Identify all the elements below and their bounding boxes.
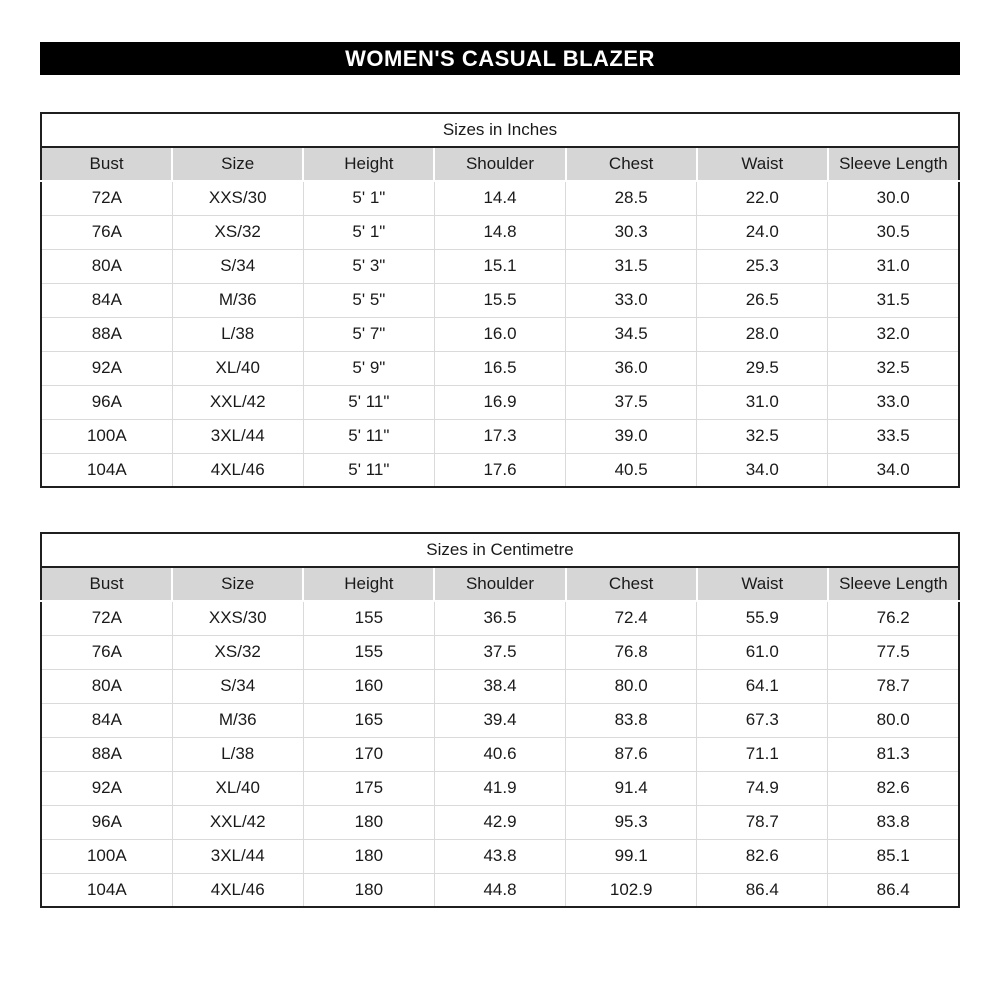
table-row — [41, 317, 959, 351]
table-cell: 82.6 — [828, 771, 959, 805]
table-cell: 78.7 — [828, 669, 959, 703]
table-row — [41, 805, 959, 839]
table-cell: M/36 — [172, 283, 303, 317]
table-cell: 80.0 — [566, 669, 697, 703]
column-header: Height — [303, 567, 434, 601]
table-row — [41, 385, 959, 419]
table-cell: 104A — [41, 873, 172, 907]
table-cell: 175 — [303, 771, 434, 805]
table-cell: 84A — [41, 283, 172, 317]
table-cell: 96A — [41, 385, 172, 419]
table-cell: 3XL/44 — [172, 419, 303, 453]
table-cell: 42.9 — [434, 805, 565, 839]
table-cell: 76.2 — [828, 601, 959, 635]
table-cell: 80A — [41, 249, 172, 283]
table-cell: 82.6 — [697, 839, 828, 873]
table-cell: 99.1 — [566, 839, 697, 873]
table-cell: 3XL/44 — [172, 839, 303, 873]
table-cell: 96A — [41, 805, 172, 839]
table-cell: 5' 1" — [303, 181, 434, 215]
table-cell: 76A — [41, 215, 172, 249]
table-cell: 86.4 — [828, 873, 959, 907]
table-cell: 5' 11" — [303, 385, 434, 419]
column-header: Height — [303, 147, 434, 181]
table-cell: 43.8 — [434, 839, 565, 873]
table-cell: XL/40 — [172, 771, 303, 805]
table-row — [41, 669, 959, 703]
table-cell: 76A — [41, 635, 172, 669]
table-cell: 24.0 — [697, 215, 828, 249]
table-cell: 92A — [41, 351, 172, 385]
table-cell: XL/40 — [172, 351, 303, 385]
table-cell: 83.8 — [566, 703, 697, 737]
table-cell: S/34 — [172, 249, 303, 283]
table-row — [41, 249, 959, 283]
table-cell: S/34 — [172, 669, 303, 703]
table-row — [41, 737, 959, 771]
column-header: Chest — [566, 567, 697, 601]
table-cell: 34.0 — [697, 453, 828, 487]
column-header: Chest — [566, 147, 697, 181]
table-cell: 91.4 — [566, 771, 697, 805]
table-cell: 76.8 — [566, 635, 697, 669]
table-cell: 30.3 — [566, 215, 697, 249]
table-cell: XXS/30 — [172, 181, 303, 215]
table-cell: M/36 — [172, 703, 303, 737]
table-cell: 16.5 — [434, 351, 565, 385]
table-cell: 81.3 — [828, 737, 959, 771]
banner-title: WOMEN'S CASUAL BLAZER — [345, 45, 655, 71]
table-cell: 5' 11" — [303, 419, 434, 453]
table-cell: 95.3 — [566, 805, 697, 839]
table-cell: 41.9 — [434, 771, 565, 805]
table-cell: 5' 5" — [303, 283, 434, 317]
sizes-in-centimetre-table — [40, 532, 960, 908]
table-cell: 72A — [41, 601, 172, 635]
table-cell: 67.3 — [697, 703, 828, 737]
table-cell: 5' 7" — [303, 317, 434, 351]
table-cell: 5' 1" — [303, 215, 434, 249]
table-cell: 72.4 — [566, 601, 697, 635]
table-cell: 26.5 — [697, 283, 828, 317]
column-header: Shoulder — [434, 147, 565, 181]
table-cell: 88A — [41, 737, 172, 771]
table-row — [41, 351, 959, 385]
header-row — [41, 147, 959, 181]
product-title-banner — [40, 42, 960, 75]
column-header: Shoulder — [434, 567, 565, 601]
table-cell: XXS/30 — [172, 601, 303, 635]
table-row — [41, 215, 959, 249]
table-cell: 29.5 — [697, 351, 828, 385]
table-cell: 64.1 — [697, 669, 828, 703]
table-cell: 87.6 — [566, 737, 697, 771]
table-cell: 165 — [303, 703, 434, 737]
table-row — [41, 703, 959, 737]
table-cell: 102.9 — [566, 873, 697, 907]
table-cell: 14.4 — [434, 181, 565, 215]
table-cell: 72A — [41, 181, 172, 215]
table-cell: 31.5 — [828, 283, 959, 317]
table-cell: 100A — [41, 839, 172, 873]
table-cell: 15.5 — [434, 283, 565, 317]
table-cell: 78.7 — [697, 805, 828, 839]
table-cell: XS/32 — [172, 635, 303, 669]
table-row — [41, 635, 959, 669]
column-header: Bust — [41, 567, 172, 601]
table-cell: 61.0 — [697, 635, 828, 669]
table-cell: 34.0 — [828, 453, 959, 487]
table-cell: 39.0 — [566, 419, 697, 453]
table-cell: 71.1 — [697, 737, 828, 771]
table-cell: 32.5 — [697, 419, 828, 453]
table-cell: 44.8 — [434, 873, 565, 907]
table-cell: L/38 — [172, 317, 303, 351]
table-cell: 180 — [303, 805, 434, 839]
table-cell: 77.5 — [828, 635, 959, 669]
table-row — [41, 283, 959, 317]
table-cell: 33.0 — [566, 283, 697, 317]
table-cell: 84A — [41, 703, 172, 737]
table-cell: 40.6 — [434, 737, 565, 771]
table-cell: 38.4 — [434, 669, 565, 703]
table-cell: 55.9 — [697, 601, 828, 635]
table-cell: 5' 3" — [303, 249, 434, 283]
table-title: Sizes in Inches — [41, 113, 959, 147]
table-cell: 86.4 — [697, 873, 828, 907]
table-row — [41, 839, 959, 873]
table-cell: 25.3 — [697, 249, 828, 283]
table-cell: 155 — [303, 601, 434, 635]
table-cell: 37.5 — [434, 635, 565, 669]
table-cell: 22.0 — [697, 181, 828, 215]
table-cell: 155 — [303, 635, 434, 669]
table-cell: 16.0 — [434, 317, 565, 351]
table-cell: 180 — [303, 839, 434, 873]
sizes-in-inches-table — [40, 112, 960, 488]
table-row — [41, 601, 959, 635]
table-cell: 32.5 — [828, 351, 959, 385]
table-cell: 85.1 — [828, 839, 959, 873]
table-cell: 31.0 — [697, 385, 828, 419]
table-cell: 4XL/46 — [172, 453, 303, 487]
table-cell: 17.3 — [434, 419, 565, 453]
table-cell: XS/32 — [172, 215, 303, 249]
table-cell: 83.8 — [828, 805, 959, 839]
table-cell: 28.5 — [566, 181, 697, 215]
table-cell: 34.5 — [566, 317, 697, 351]
table-cell: 80.0 — [828, 703, 959, 737]
table-title-row — [41, 533, 959, 567]
column-header: Sleeve Length — [828, 567, 959, 601]
table-cell: 36.0 — [566, 351, 697, 385]
table-cell: 37.5 — [566, 385, 697, 419]
table-title-row — [41, 113, 959, 147]
table-cell: L/38 — [172, 737, 303, 771]
table-cell: 15.1 — [434, 249, 565, 283]
table-cell: 100A — [41, 419, 172, 453]
table-cell: XXL/42 — [172, 385, 303, 419]
column-header: Size — [172, 147, 303, 181]
table-cell: 4XL/46 — [172, 873, 303, 907]
table-cell: 5' 11" — [303, 453, 434, 487]
table-cell: 17.6 — [434, 453, 565, 487]
table-cell: 180 — [303, 873, 434, 907]
table-cell: 88A — [41, 317, 172, 351]
table-cell: 30.0 — [828, 181, 959, 215]
column-header: Waist — [697, 567, 828, 601]
header-row — [41, 567, 959, 601]
table-cell: 32.0 — [828, 317, 959, 351]
column-header: Waist — [697, 147, 828, 181]
table-cell: 5' 9" — [303, 351, 434, 385]
table-row — [41, 771, 959, 805]
table-cell: 16.9 — [434, 385, 565, 419]
table-cell: 31.5 — [566, 249, 697, 283]
table-cell: 30.5 — [828, 215, 959, 249]
column-header: Sleeve Length — [828, 147, 959, 181]
table-cell: 104A — [41, 453, 172, 487]
table-cell: XXL/42 — [172, 805, 303, 839]
table-cell: 92A — [41, 771, 172, 805]
table-cell: 28.0 — [697, 317, 828, 351]
table-cell: 31.0 — [828, 249, 959, 283]
table-cell: 33.0 — [828, 385, 959, 419]
table-cell: 14.8 — [434, 215, 565, 249]
table-cell: 39.4 — [434, 703, 565, 737]
table-row — [41, 419, 959, 453]
table-title: Sizes in Centimetre — [41, 533, 959, 567]
table-cell: 170 — [303, 737, 434, 771]
table-row — [41, 453, 959, 487]
table-cell: 160 — [303, 669, 434, 703]
table-cell: 33.5 — [828, 419, 959, 453]
column-header: Bust — [41, 147, 172, 181]
column-header: Size — [172, 567, 303, 601]
table-row — [41, 873, 959, 907]
table-cell: 36.5 — [434, 601, 565, 635]
table-cell: 74.9 — [697, 771, 828, 805]
table-cell: 40.5 — [566, 453, 697, 487]
table-cell: 80A — [41, 669, 172, 703]
table-row — [41, 181, 959, 215]
